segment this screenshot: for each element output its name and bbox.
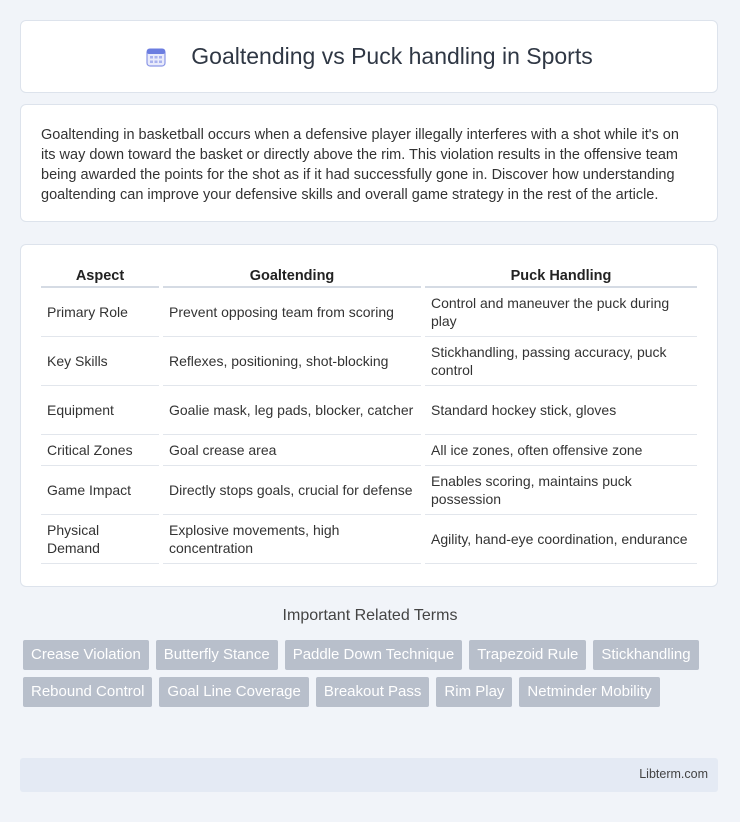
header-puck-handling: Puck Handling <box>425 265 697 288</box>
related-term-tag[interactable]: Crease Violation <box>23 640 149 670</box>
table-row <box>41 515 697 564</box>
related-term-tag[interactable]: Rebound Control <box>23 677 152 707</box>
table-cell-goaltending: Reflexes, positioning, shot-blocking <box>163 337 421 386</box>
related-term-tag[interactable]: Goal Line Coverage <box>159 677 308 707</box>
table-cell-puck-handling: All ice zones, often offensive zone <box>425 435 697 466</box>
table-header-row <box>41 265 697 288</box>
comparison-card <box>20 244 718 587</box>
table-row <box>41 288 697 337</box>
table-cell-goaltending: Goal crease area <box>163 435 421 466</box>
table-cell-puck-handling: Agility, hand-eye coordination, endurance <box>425 515 697 564</box>
related-term-tag[interactable]: Paddle Down Technique <box>285 640 463 670</box>
header-goaltending: Goaltending <box>163 265 421 288</box>
table-cell-goaltending: Directly stops goals, crucial for defense <box>163 466 421 515</box>
intro-text: Goaltending in basketball occurs when a defensive player illegally interferes with a shot while it's on its way down toward the basket or directly above the rim. This violation results in the offensive team being awarded the points for the shot as if it had successfully gone in. Discover how understanding goaltending can improve your defensive skills and overall game strategy in the rest of the article. <box>41 127 679 203</box>
table-cell-goaltending: Prevent opposing team from scoring <box>163 288 421 337</box>
header-aspect: Aspect <box>41 265 159 288</box>
table-cell-aspect: Key Skills <box>41 337 159 386</box>
table-cell-aspect: Primary Role <box>41 288 159 337</box>
table-cell-puck-handling: Control and maneuver the puck during play <box>425 288 697 337</box>
table-cell-goaltending: Explosive movements, high concentration <box>163 515 421 564</box>
page-title: Goaltending vs Puck handling in Sports <box>191 43 593 69</box>
table-row <box>41 386 697 435</box>
related-terms-title: Important Related Terms <box>282 607 458 624</box>
related-term-tag[interactable]: Butterfly Stance <box>156 640 278 670</box>
related-term-tag[interactable]: Rim Play <box>436 677 512 707</box>
table-cell-puck-handling: Enables scoring, maintains puck possession <box>425 466 697 515</box>
calendar-icon <box>145 46 167 68</box>
related-term-tag[interactable]: Stickhandling <box>593 640 698 670</box>
table-row <box>41 466 697 515</box>
intro-card <box>20 104 718 222</box>
related-term-tag[interactable]: Trapezoid Rule <box>469 640 586 670</box>
table-cell-aspect: Physical Demand <box>41 515 159 564</box>
table-cell-puck-handling: Standard hockey stick, gloves <box>425 386 697 435</box>
table-row <box>41 337 697 386</box>
table-cell-puck-handling: Stickhandling, passing accuracy, puck control <box>425 337 697 386</box>
related-term-tag[interactable]: Netminder Mobility <box>519 677 659 707</box>
title-card <box>20 20 718 93</box>
table-cell-aspect: Game Impact <box>41 466 159 515</box>
related-term-tag[interactable]: Breakout Pass <box>316 677 430 707</box>
footer <box>20 758 718 792</box>
table-cell-aspect: Critical Zones <box>41 435 159 466</box>
comparison-table <box>37 265 701 564</box>
footer-brand-link[interactable]: Libterm.com <box>639 767 708 781</box>
table-cell-aspect: Equipment <box>41 386 159 435</box>
related-terms-list <box>23 640 723 707</box>
table-row <box>41 435 697 466</box>
table-cell-goaltending: Goalie mask, leg pads, blocker, catcher <box>163 386 421 435</box>
